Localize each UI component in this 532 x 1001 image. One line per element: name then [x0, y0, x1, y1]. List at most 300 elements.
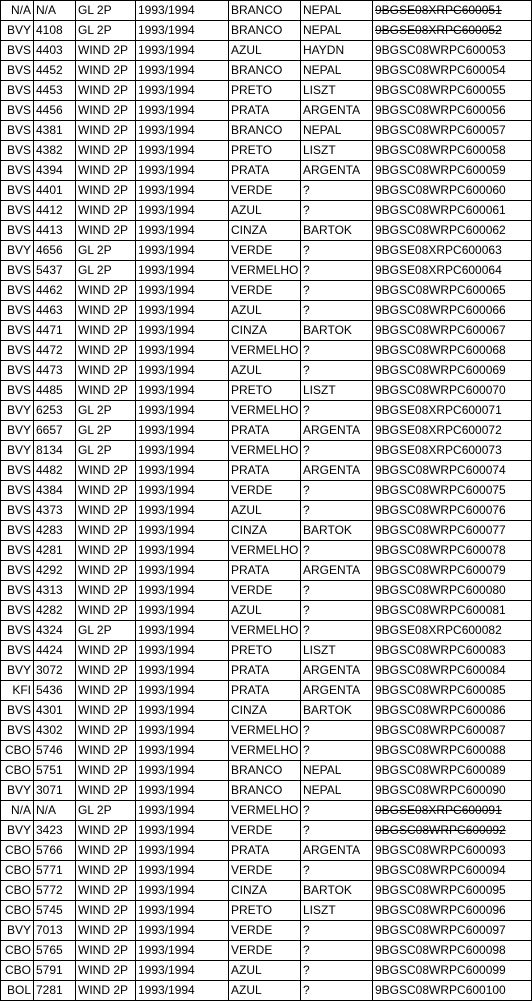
year-cell [136, 641, 229, 661]
prefix-cell-text: BVS [6, 183, 31, 197]
color-cell [229, 581, 301, 601]
year-cell-text: 1993/1994 [138, 83, 195, 97]
color-cell-text: PRETO [231, 903, 273, 917]
prefix-cell [1, 861, 34, 881]
number-cell [34, 941, 76, 961]
prefix-cell [1, 41, 34, 61]
number-cell [34, 161, 76, 181]
color-name-cell-text: ? [303, 623, 310, 637]
number-cell [34, 501, 76, 521]
model-cell [76, 921, 136, 941]
year-cell [136, 41, 229, 61]
model-cell-text: WIND 2P [78, 583, 129, 597]
color-name-cell-text: ? [303, 923, 310, 937]
number-cell-text: 3072 [36, 663, 63, 677]
prefix-cell [1, 341, 34, 361]
year-cell [136, 341, 229, 361]
number-cell-text: 7013 [36, 923, 63, 937]
year-cell-text: 1993/1994 [138, 3, 195, 17]
vin-cell-text: 9BGSE08XRPC600073 [375, 443, 502, 457]
model-cell-text: WIND 2P [78, 103, 129, 117]
year-cell [136, 521, 229, 541]
number-cell-text: 4313 [36, 583, 63, 597]
model-cell [76, 321, 136, 341]
year-cell-text: 1993/1994 [138, 683, 195, 697]
prefix-cell [1, 121, 34, 141]
year-cell-text: 1993/1994 [138, 503, 195, 517]
color-cell-text: PRATA [231, 103, 270, 117]
prefix-cell [1, 161, 34, 181]
prefix-cell-text: BVS [6, 723, 31, 737]
table-row [1, 401, 532, 421]
vin-cell-text: 9BGSC08WRPC600089 [375, 763, 506, 777]
color-cell-text: PRETO [231, 143, 273, 157]
model-cell-text: WIND 2P [78, 183, 129, 197]
number-cell [34, 141, 76, 161]
year-cell [136, 321, 229, 341]
model-cell [76, 701, 136, 721]
model-cell [76, 441, 136, 461]
year-cell [136, 281, 229, 301]
vin-cell [373, 801, 532, 821]
color-cell-text: VERMELHO [231, 803, 299, 817]
model-cell [76, 401, 136, 421]
color-name-cell-text: NEPAL [303, 23, 342, 37]
vin-cell [373, 321, 532, 341]
number-cell-text: 6657 [36, 423, 63, 437]
vin-cell-text: 9BGSC08WRPC600081 [375, 603, 506, 617]
color-cell-text: VERDE [231, 923, 273, 937]
year-cell-text: 1993/1994 [138, 23, 195, 37]
color-cell [229, 861, 301, 881]
model-cell-text: WIND 2P [78, 343, 129, 357]
prefix-cell-text: BVS [6, 203, 31, 217]
color-cell [229, 121, 301, 141]
prefix-cell-text: CBO [4, 883, 31, 897]
year-cell-text: 1993/1994 [138, 163, 195, 177]
color-cell-text: PRATA [231, 463, 270, 477]
year-cell [136, 101, 229, 121]
color-name-cell [301, 541, 373, 561]
color-name-cell-text: ? [303, 343, 310, 357]
prefix-cell-text: CBO [4, 903, 31, 917]
color-cell [229, 441, 301, 461]
number-cell [34, 521, 76, 541]
color-name-cell-text: ? [303, 603, 310, 617]
model-cell [76, 561, 136, 581]
color-cell [229, 821, 301, 841]
table-row [1, 761, 532, 781]
number-cell [34, 801, 76, 821]
number-cell [34, 541, 76, 561]
color-cell [229, 161, 301, 181]
year-cell-text: 1993/1994 [138, 123, 195, 137]
year-cell-text: 1993/1994 [138, 383, 195, 397]
vin-cell-text: 9BGSE08XRPC600082 [375, 623, 502, 637]
prefix-cell [1, 681, 34, 701]
vin-cell-text: 9BGSE08XRPC600063 [375, 243, 502, 257]
color-cell-text: BRANCO [231, 763, 283, 777]
model-cell-text: WIND 2P [78, 323, 129, 337]
model-cell [76, 261, 136, 281]
prefix-cell [1, 381, 34, 401]
model-cell [76, 841, 136, 861]
color-name-cell-text: ? [303, 863, 310, 877]
color-name-cell [301, 381, 373, 401]
model-cell [76, 741, 136, 761]
color-cell-text: VERDE [231, 483, 273, 497]
year-cell-text: 1993/1994 [138, 603, 195, 617]
number-cell-text: 4401 [36, 183, 63, 197]
model-cell-text: WIND 2P [78, 283, 129, 297]
prefix-cell [1, 201, 34, 221]
color-cell [229, 941, 301, 961]
color-cell-text: VERMELHO [231, 263, 299, 277]
color-cell-text: PRATA [231, 423, 270, 437]
number-cell [34, 881, 76, 901]
year-cell [136, 201, 229, 221]
color-name-cell-text: ? [303, 303, 310, 317]
prefix-cell-text: BVS [6, 483, 31, 497]
model-cell-text: GL 2P [78, 443, 112, 457]
year-cell [136, 261, 229, 281]
number-cell-text: 4382 [36, 143, 63, 157]
prefix-cell-text: BVS [6, 303, 31, 317]
table-row [1, 341, 532, 361]
number-cell-text: 5437 [36, 263, 63, 277]
color-cell-text: PRETO [231, 643, 273, 657]
color-cell [229, 341, 301, 361]
color-name-cell-text: ARGENTA [303, 563, 361, 577]
model-cell [76, 601, 136, 621]
prefix-cell-text: BVS [6, 623, 31, 637]
model-cell [76, 121, 136, 141]
model-cell [76, 961, 136, 981]
model-cell-text: WIND 2P [78, 643, 129, 657]
number-cell [34, 861, 76, 881]
model-cell-text: GL 2P [78, 803, 112, 817]
prefix-cell-text: CBO [4, 843, 31, 857]
model-cell [76, 161, 136, 181]
year-cell [136, 681, 229, 701]
vin-cell [373, 581, 532, 601]
vin-cell [373, 501, 532, 521]
color-name-cell-text: ? [303, 943, 310, 957]
prefix-cell [1, 141, 34, 161]
color-name-cell [301, 841, 373, 861]
vin-cell [373, 81, 532, 101]
color-name-cell-text: ? [303, 803, 310, 817]
color-name-cell [301, 41, 373, 61]
color-name-cell [301, 501, 373, 521]
color-name-cell-text: ARGENTA [303, 663, 361, 677]
model-cell-text: WIND 2P [78, 743, 129, 757]
model-cell-text: WIND 2P [78, 503, 129, 517]
year-cell [136, 81, 229, 101]
year-cell-text: 1993/1994 [138, 843, 195, 857]
year-cell [136, 561, 229, 581]
vin-cell-text: 9BGSC08WRPC600065 [375, 283, 506, 297]
prefix-cell-text: BVY [6, 923, 31, 937]
year-cell [136, 721, 229, 741]
number-cell [34, 341, 76, 361]
number-cell [34, 961, 76, 981]
color-cell [229, 601, 301, 621]
year-cell-text: 1993/1994 [138, 703, 195, 717]
table-row [1, 821, 532, 841]
prefix-cell [1, 181, 34, 201]
color-cell [229, 841, 301, 861]
table-row [1, 681, 532, 701]
prefix-cell-text: BVS [6, 103, 31, 117]
prefix-cell-text: BVS [6, 323, 31, 337]
model-cell-text: GL 2P [78, 403, 112, 417]
prefix-cell-text: BVS [6, 363, 31, 377]
color-name-cell-text: BARTOK [303, 223, 352, 237]
color-name-cell [301, 761, 373, 781]
prefix-cell [1, 781, 34, 801]
color-name-cell [301, 441, 373, 461]
vin-cell-text: 9BGSC08WRPC600094 [375, 863, 506, 877]
year-cell [136, 981, 229, 1001]
prefix-cell [1, 641, 34, 661]
number-cell-text: 4281 [36, 543, 63, 557]
number-cell [34, 21, 76, 41]
vin-cell-text: 9BGSC08WRPC600060 [375, 183, 506, 197]
color-cell [229, 261, 301, 281]
color-cell [229, 61, 301, 81]
color-name-cell [301, 921, 373, 941]
year-cell [136, 841, 229, 861]
prefix-cell-text: BOL [6, 983, 31, 997]
vin-cell-text: 9BGSC08WRPC600056 [375, 103, 506, 117]
vin-cell-text: 9BGSC08WRPC600061 [375, 203, 506, 217]
color-cell [229, 981, 301, 1001]
color-name-cell-text: ? [303, 723, 310, 737]
color-cell-text: AZUL [231, 303, 262, 317]
color-name-cell-text: ? [303, 583, 310, 597]
number-cell-text: 4412 [36, 203, 63, 217]
prefix-cell [1, 801, 34, 821]
prefix-cell-text: BVY [6, 243, 31, 257]
vin-cell-text: 9BGSC08WRPC600062 [375, 223, 506, 237]
color-name-cell [301, 461, 373, 481]
year-cell [136, 401, 229, 421]
prefix-cell [1, 221, 34, 241]
model-cell [76, 761, 136, 781]
number-cell [34, 481, 76, 501]
model-cell-text: WIND 2P [78, 883, 129, 897]
year-cell [136, 861, 229, 881]
color-cell-text: CINZA [231, 223, 267, 237]
number-cell-text: 4384 [36, 483, 63, 497]
number-cell [34, 701, 76, 721]
number-cell [34, 841, 76, 861]
number-cell-text: 4301 [36, 703, 63, 717]
color-cell-text: PRATA [231, 683, 270, 697]
number-cell-text: 8134 [36, 443, 63, 457]
number-cell-text: 3423 [36, 823, 63, 837]
year-cell [136, 421, 229, 441]
color-cell-text: PRETO [231, 383, 273, 397]
table-row [1, 641, 532, 661]
model-cell [76, 781, 136, 801]
year-cell-text: 1993/1994 [138, 923, 195, 937]
number-cell-text: 4324 [36, 623, 63, 637]
model-cell-text: WIND 2P [78, 763, 129, 777]
color-name-cell-text: BARTOK [303, 883, 352, 897]
prefix-cell [1, 621, 34, 641]
table-row [1, 941, 532, 961]
number-cell [34, 301, 76, 321]
model-cell [76, 881, 136, 901]
table-row [1, 121, 532, 141]
model-cell-text: GL 2P [78, 263, 112, 277]
prefix-cell [1, 881, 34, 901]
prefix-cell [1, 281, 34, 301]
vin-cell-text: 9BGSE08XRPC600052 [375, 23, 502, 37]
vin-cell [373, 781, 532, 801]
year-cell-text: 1993/1994 [138, 643, 195, 657]
color-cell-text: PRATA [231, 843, 270, 857]
color-name-cell [301, 681, 373, 701]
color-cell [229, 401, 301, 421]
color-name-cell [301, 301, 373, 321]
color-name-cell-text: ? [303, 963, 310, 977]
year-cell-text: 1993/1994 [138, 223, 195, 237]
model-cell [76, 481, 136, 501]
vin-cell [373, 901, 532, 921]
color-name-cell-text: BARTOK [303, 703, 352, 717]
model-cell [76, 801, 136, 821]
year-cell-text: 1993/1994 [138, 463, 195, 477]
year-cell-text: 1993/1994 [138, 483, 195, 497]
color-name-cell [301, 361, 373, 381]
prefix-cell-text: BVS [6, 523, 31, 537]
prefix-cell-text: BVY [6, 783, 31, 797]
year-cell-text: 1993/1994 [138, 203, 195, 217]
number-cell-text: 4373 [36, 503, 63, 517]
table-row [1, 101, 532, 121]
number-cell-text: 5436 [36, 683, 63, 697]
model-cell [76, 641, 136, 661]
color-name-cell [301, 281, 373, 301]
vin-cell [373, 441, 532, 461]
prefix-cell [1, 21, 34, 41]
vin-cell [373, 721, 532, 741]
vin-cell-text: 9BGSE08XRPC600091 [375, 803, 502, 817]
color-cell [229, 81, 301, 101]
number-cell [34, 581, 76, 601]
color-cell-text: AZUL [231, 363, 262, 377]
color-cell [229, 661, 301, 681]
number-cell-text: 4394 [36, 163, 63, 177]
color-name-cell-text: ARGENTA [303, 463, 361, 477]
color-cell-text: VERDE [231, 243, 273, 257]
vin-cell-text: 9BGSC08WRPC600086 [375, 703, 506, 717]
table-row [1, 221, 532, 241]
model-cell [76, 721, 136, 741]
table-row [1, 701, 532, 721]
model-cell [76, 41, 136, 61]
prefix-cell-text: BVS [6, 463, 31, 477]
vin-cell-text: 9BGSC08WRPC600096 [375, 903, 506, 917]
prefix-cell [1, 1, 34, 21]
table-row [1, 781, 532, 801]
prefix-cell [1, 521, 34, 541]
color-cell-text: CINZA [231, 523, 267, 537]
color-name-cell-text: ? [303, 443, 310, 457]
color-cell-text: AZUL [231, 503, 262, 517]
table-row [1, 581, 532, 601]
number-cell-text: 4473 [36, 363, 63, 377]
color-name-cell [301, 101, 373, 121]
table-row [1, 21, 532, 41]
color-name-cell [301, 701, 373, 721]
year-cell-text: 1993/1994 [138, 783, 195, 797]
model-cell-text: WIND 2P [78, 823, 129, 837]
number-cell-text: 4283 [36, 523, 63, 537]
color-cell-text: AZUL [231, 203, 262, 217]
color-name-cell-text: ? [303, 243, 310, 257]
color-name-cell [301, 341, 373, 361]
color-name-cell [301, 721, 373, 741]
color-name-cell [301, 741, 373, 761]
vin-cell [373, 361, 532, 381]
year-cell-text: 1993/1994 [138, 103, 195, 117]
color-cell [229, 801, 301, 821]
model-cell [76, 61, 136, 81]
year-cell-text: 1993/1994 [138, 963, 195, 977]
number-cell-text: 6253 [36, 403, 63, 417]
color-name-cell-text: ? [303, 823, 310, 837]
color-cell [229, 181, 301, 201]
color-name-cell [301, 601, 373, 621]
model-cell-text: WIND 2P [78, 923, 129, 937]
prefix-cell-text: CBO [4, 963, 31, 977]
number-cell-text: 4453 [36, 83, 63, 97]
table-row [1, 361, 532, 381]
color-name-cell-text: ARGENTA [303, 423, 361, 437]
color-cell [229, 321, 301, 341]
vin-cell-text: 9BGSE08XRPC600051 [375, 3, 502, 17]
table-body [1, 1, 532, 1001]
year-cell-text: 1993/1994 [138, 443, 195, 457]
number-cell [34, 681, 76, 701]
color-name-cell [301, 421, 373, 441]
color-cell [229, 481, 301, 501]
table-row [1, 81, 532, 101]
model-cell [76, 381, 136, 401]
year-cell [136, 621, 229, 641]
color-name-cell-text: NEPAL [303, 123, 342, 137]
color-cell-text: AZUL [231, 603, 262, 617]
table-row [1, 301, 532, 321]
number-cell [34, 401, 76, 421]
prefix-cell-text: BVS [6, 143, 31, 157]
model-cell-text: WIND 2P [78, 83, 129, 97]
number-cell [34, 561, 76, 581]
color-cell [229, 281, 301, 301]
prefix-cell-text: BVS [6, 223, 31, 237]
prefix-cell [1, 701, 34, 721]
prefix-cell [1, 601, 34, 621]
model-cell-text: GL 2P [78, 623, 112, 637]
number-cell [34, 81, 76, 101]
color-cell [229, 641, 301, 661]
model-cell [76, 581, 136, 601]
prefix-cell [1, 941, 34, 961]
